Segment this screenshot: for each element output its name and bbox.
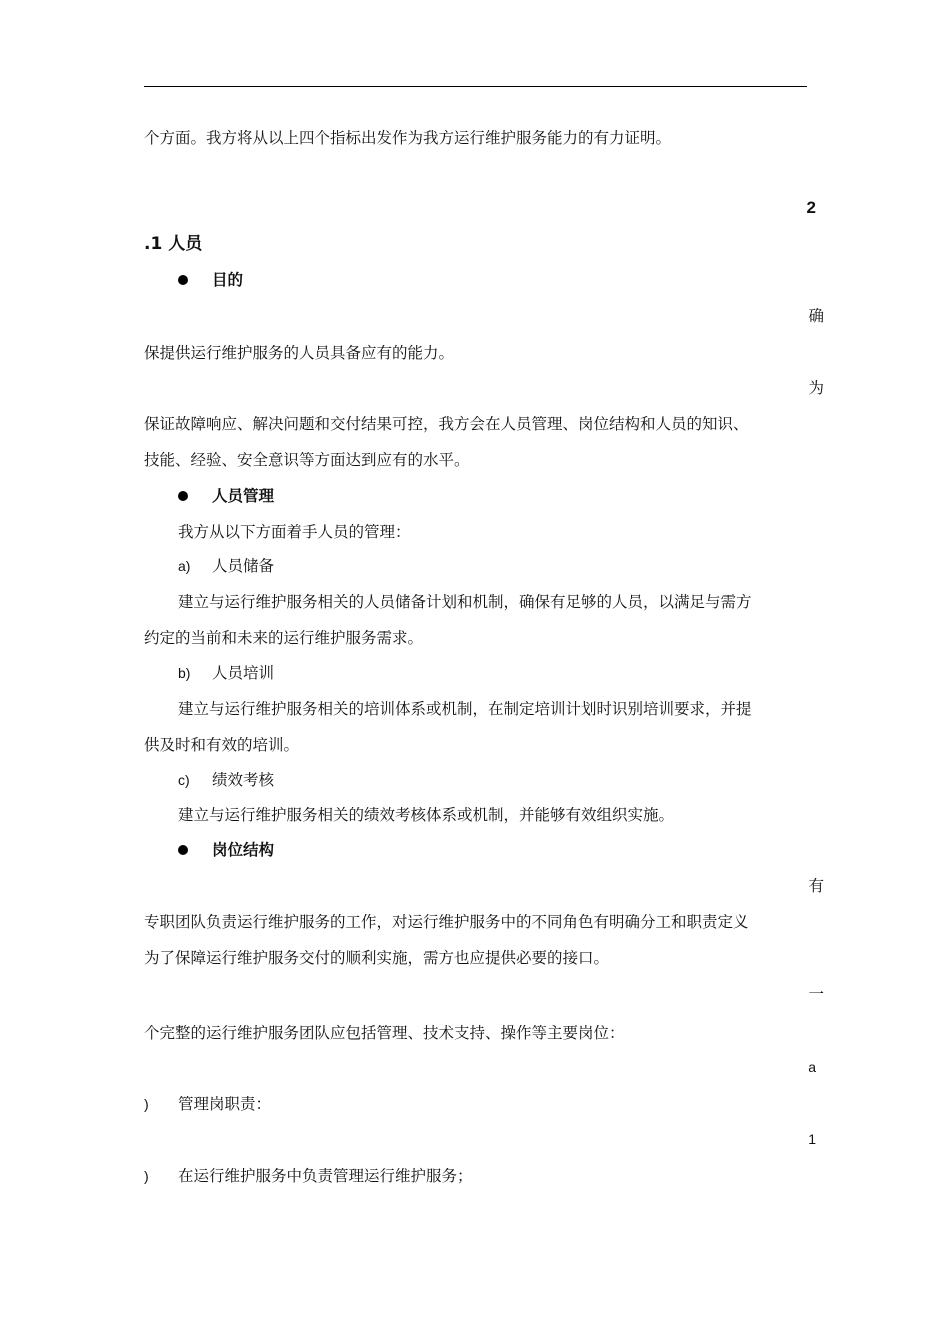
line-fragment: 为 xyxy=(808,379,824,397)
list-title: 绩效考核 xyxy=(212,771,275,789)
line-fragment: 有 xyxy=(808,877,824,895)
paragraph-line: 建立与运行维护服务相关的培训体系或机制，在制定培训计划时识别培训要求，并提 xyxy=(178,700,752,718)
section-title: .1 人员 xyxy=(144,234,203,254)
paragraph-line: 为了保障运行维护服务交付的顺利实施，需方也应提供必要的接口。 xyxy=(144,949,610,967)
line-fragment: ) xyxy=(144,1096,149,1112)
bullet-icon xyxy=(178,491,188,501)
paragraph-line: 约定的当前和未来的运行维护服务需求。 xyxy=(144,629,424,647)
header-rule xyxy=(144,86,807,87)
paragraph-line: 建立与运行维护服务相关的绩效考核体系或机制，并能够有效组织实施。 xyxy=(178,806,675,824)
paragraph-line: 技能、经验、安全意识等方面达到应有的水平。 xyxy=(144,451,470,469)
line-fragment: 1 xyxy=(808,1131,816,1147)
list-title: 人员培训 xyxy=(212,664,275,682)
list-label: a) xyxy=(178,558,191,574)
line-fragment: ) xyxy=(144,1168,149,1184)
line-fragment: 一 xyxy=(808,985,824,1003)
paragraph-line: 保提供运行维护服务的人员具备应有的能力。 xyxy=(144,344,455,362)
list-title: 人员储备 xyxy=(212,557,275,575)
bullet-icon xyxy=(178,845,188,855)
paragraph-line: 供及时和有效的培训。 xyxy=(144,736,300,754)
list-label: b) xyxy=(178,665,191,681)
line-fragment: a xyxy=(808,1059,816,1075)
section-number: 2 xyxy=(806,198,816,217)
line-fragment: 确 xyxy=(808,307,824,325)
paragraph-line: 我方从以下方面着手人员的管理： xyxy=(178,523,411,541)
paragraph-line: 个完整的运行维护服务团队应包括管理、技术支持、操作等主要岗位： xyxy=(144,1024,625,1042)
paragraph-line: 在运行维护服务中负责管理运行维护服务； xyxy=(178,1167,473,1185)
heading-post-structure: 岗位结构 xyxy=(212,841,275,859)
paragraph-line: 专职团队负责运行维护服务的工作，对运行维护服务中的不同角色有明确分工和职责定义 xyxy=(144,913,749,931)
heading-purpose: 目的 xyxy=(212,271,244,289)
paragraph-line: 个方面。我方将从以上四个指标出发作为我方运行维护服务能力的有力证明。 xyxy=(144,129,672,147)
paragraph-line: 管理岗职责： xyxy=(178,1095,272,1113)
heading-personnel-management: 人员管理 xyxy=(212,487,275,505)
list-label: c) xyxy=(178,772,190,788)
paragraph-line: 保证故障响应、解决问题和交付结果可控，我方会在人员管理、岗位结构和人员的知识、 xyxy=(144,415,749,433)
bullet-icon xyxy=(178,275,188,285)
paragraph-line: 建立与运行维护服务相关的人员储备计划和机制，确保有足够的人员，以满足与需方 xyxy=(178,593,752,611)
